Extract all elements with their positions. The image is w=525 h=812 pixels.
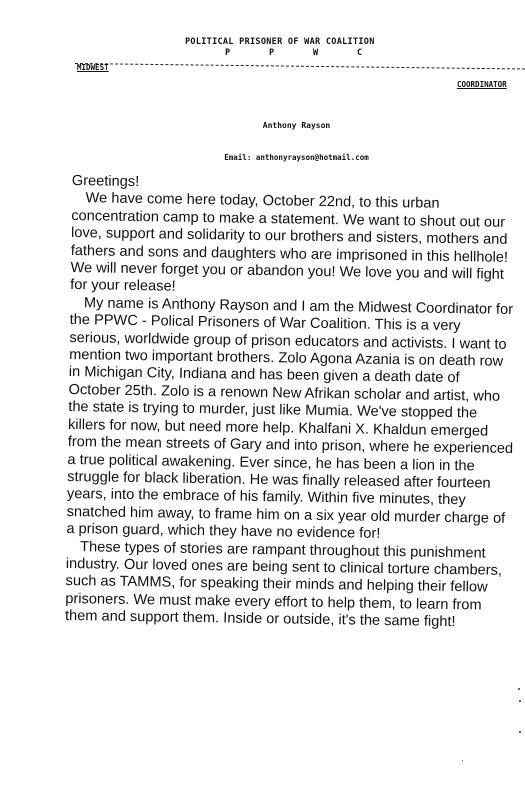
header-dashed-rule	[75, 63, 525, 69]
initial-1: P	[225, 48, 231, 58]
paragraph-2: My name is Anthony Rayson and I am the Midwest Coordinator for the PPWC - Polical Prisoners of War Coalition. This is a very serious, worldwide group of prison educators and activists. I want to mention two important brothers. Zolo Agona Azania is on death row in Michigan City, Indiana and has been given a death date of October 25th. Zolo is a renown New Afrikan scholar and artist, who the state is trying to murder, just like Mumia. We've stopped the killers for now, but need more help. Khalfani X. Khaldun emerged from the mean streets of Gary and into prison, where he experienced a true political awakening. Ever since, he has been a lion in the struggle for black liberation. He was finally released after fourteen years, into the embrace of his family. Within five minutes, they snatched him away, to frame him on a six year old murder charge of a prison guard, which they have no evidence for!	[66, 295, 514, 543]
paragraph-3: These types of stories are rampant throughout this punishment industry. Our loved ones are being sent to clinical torture chambers, such as TAMMS, for speaking their minds and helping their fellow prisoners. We must make every effort to help them, to learn from them and support them. Inside or outside, it's the same fight!	[64, 538, 503, 631]
scan-speck	[462, 760, 463, 761]
scan-speck	[519, 731, 521, 733]
region-label: MIDWEST	[77, 63, 109, 72]
author-email: Email: anthonyrayson@hotmail.com	[224, 153, 369, 162]
scan-speck	[519, 700, 521, 702]
org-title: POLITICAL PRISONER OF WAR COALITION	[185, 37, 375, 47]
greeting: Greetings!	[71, 173, 140, 191]
initial-3: W	[313, 48, 319, 58]
paragraph-1: We have come here today, October 22nd, to this urban concentration camp to make a statement. We want to shout out our love, support and solidarity to our brothers and sisters, mothers and fathers and sons and daughters who are imprisoned in this hellhole! We will never forget you or abandon you! We love you and will fight for your release!	[70, 190, 509, 296]
author-name: Anthony Rayson	[262, 121, 331, 130]
initial-2: P	[269, 48, 275, 58]
scan-speck	[518, 688, 520, 690]
org-initials	[225, 48, 401, 58]
role-label: COORDINATOR	[457, 80, 507, 89]
letter-body	[65, 173, 518, 633]
initial-4: C	[357, 48, 363, 58]
